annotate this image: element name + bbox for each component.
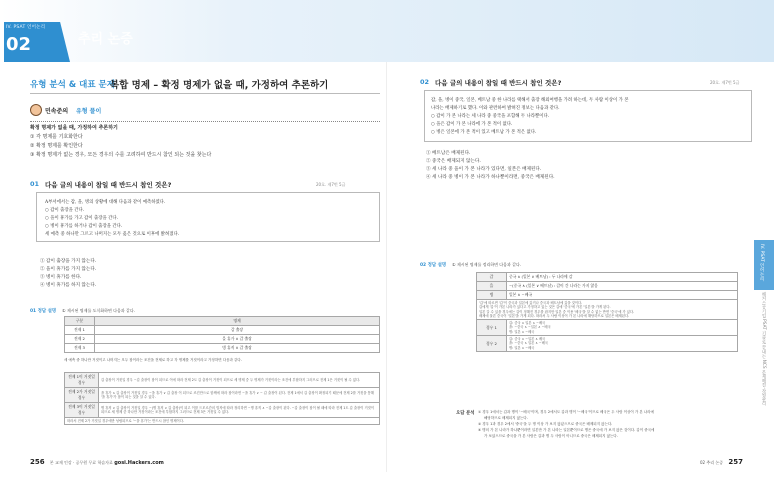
case-line: 병: 일본 ∧ ~베국 bbox=[509, 345, 535, 350]
chapter-tag: IV. PSAT 언어논리 bbox=[6, 25, 46, 30]
table-cell: 일본 ∧ ~베국 bbox=[507, 291, 738, 300]
footer-left bbox=[30, 458, 164, 466]
table-cell: 중국 ∧ (일본 ∨ 베트남) : 두 나라에 감 bbox=[507, 273, 738, 282]
table-cell: 갑 bbox=[477, 273, 507, 282]
case-line: 갑: 중국 ∧ ~일본 ∧ 베국 bbox=[509, 337, 546, 342]
footer-chapter: 02 추리 논증 bbox=[700, 460, 724, 465]
answer-option[interactable]: ① 갑이 출장을 가지 않는다. bbox=[40, 259, 97, 264]
passage-line: ○ 을은 갑이 가 본 나라에 가 본 적이 없다. bbox=[431, 122, 513, 127]
answer-option[interactable]: ③ 병이 휴가를 한다. bbox=[40, 275, 82, 280]
passage-line: ○ 을이 휴가를 가고 갑이 출장을 간다. bbox=[45, 216, 118, 221]
answer-option[interactable]: ③ 세 나라 중 을이 가 본 나라가 있다면, 일본은 배제된다. bbox=[426, 167, 542, 172]
book-title-strip: 해커스공기업 PSAT 기출로 끝내는 NCS 문제해결·자원관리 bbox=[761, 292, 766, 406]
table-cell: 전제 1이 거짓일 경우 bbox=[65, 373, 99, 388]
side-tab-label: IV. PSAT 언어논리 bbox=[759, 244, 764, 282]
table-cell: 경우 1 bbox=[477, 320, 507, 336]
table-cell: 경우 2 bbox=[477, 336, 507, 352]
answer-note: ① 제시된 명제를 정리하면 다음과 같다. bbox=[452, 262, 522, 267]
passage-line: ○ 병이 휴가를 하거나 갑이 출장을 간다. bbox=[45, 224, 123, 229]
table-header: 명제 bbox=[95, 317, 380, 326]
case-table bbox=[64, 372, 380, 425]
table-cell: 병 bbox=[477, 291, 507, 300]
question-text: 다음 글의 내용이 참일 때 반드시 참인 것은? bbox=[435, 79, 562, 87]
table-cell: 갑 출장 bbox=[95, 326, 380, 335]
case-line: 을: ~중국 ∧ ~일본 ∧ ~베국 bbox=[509, 325, 551, 330]
table-cell: 전제 3 bbox=[65, 344, 95, 353]
tip-author: 민속준의 bbox=[45, 108, 69, 115]
tip-heading: 유형 풀이 bbox=[76, 108, 102, 115]
statement-table bbox=[476, 272, 738, 352]
answer-label: 01 정답 설명 bbox=[30, 309, 57, 314]
chapter-number: 02 bbox=[6, 34, 32, 55]
wrong-analysis-line: ① 경우 1에서는 갑과 병이 '~베국'이며, 경우 2에서도 갑과 병이 '~베국'이므로 베국은 두 사람 이상이 가 본 나라에 bbox=[478, 410, 654, 414]
passage-box bbox=[36, 192, 380, 242]
page-fold bbox=[386, 62, 387, 472]
explanation-line: 배제에 물론 중국이 '일본'을 가게 되다. 따라서 두 사람 이상이 가 본 나라에 해당하므로 일본은 배제된다. bbox=[479, 313, 630, 318]
wrong-analysis-line: ② 경우 1과 경우 2에서 '중국'을 두 명 이상 가 보지 않았으므로 중국은 배제되지 않는다. bbox=[478, 422, 613, 426]
table-cell bbox=[507, 320, 738, 336]
table-cell: 전제 2가 거짓일 경우 bbox=[65, 388, 99, 403]
divider bbox=[30, 121, 380, 122]
table-cell: ~(중국 ∧ (일본 ∨ 베트남) : 갑이 간 나라는 가지 않음 bbox=[507, 282, 738, 291]
footer-right bbox=[700, 458, 743, 466]
page-number: 256 bbox=[30, 458, 45, 466]
explanation-line: 갑에게 '갑'이 가본 나라가 있다고 가정하고 있는 것은 갑에 '중국'에 가본 '일본'을 가게 된다. bbox=[479, 305, 611, 310]
footer-brand-link[interactable]: gosi.Hackers.com bbox=[114, 460, 164, 466]
explanation-line: 일본 갈 수 있을 경우에는 갑이 정해진 경우를 잡지만 일본 중 이용 '베국'을 알 수 없는 반면 '중국'에 가 있다. bbox=[479, 309, 635, 314]
table-cell: 따라서 전제 2가 거짓일 경우에만 성립되므로 '~을 휴가'는 반드시 참인 명제이다. bbox=[65, 418, 380, 425]
tip-line: 확정 명제가 없을 때, 가정하여 추론하기 bbox=[30, 125, 118, 131]
wrong-analysis-line: 가 보았으므로 중국을 가 본 사람은 갑과 병 두 사람이 아니므로 중국은 배제되지 않는다. bbox=[484, 434, 618, 438]
question-source: 20호. 제7번 5급 bbox=[316, 182, 346, 187]
table-cell: 을 휴가 ∧ 갑 출장 bbox=[95, 335, 380, 344]
section-header bbox=[30, 78, 380, 94]
table-cell: 전제 1 bbox=[65, 326, 95, 335]
explanation-text: 세 예측 중 하나만 거짓이고 나머지는 모두 참이라는 조건을 전제로 하고 각 명제를 거짓이라고 가정하면 다음과 같다. bbox=[64, 358, 242, 362]
question-number: 02 bbox=[420, 78, 430, 86]
table-header: 구분 bbox=[65, 317, 95, 326]
answer-option[interactable]: ② 중국은 배제되지 않는다. bbox=[426, 159, 481, 164]
answer-option[interactable]: ④ 세 나라 중 병이 가 본 나라가 하나뿐이라면, 중국은 배제된다. bbox=[426, 175, 555, 180]
answer-option[interactable]: ④ 병이 휴가를 하지 않는다. bbox=[40, 283, 97, 288]
wrong-analysis-label: 오답 분석 bbox=[456, 411, 475, 416]
section-title: 복합 명제 – 확정 명제가 없을 때, 가정하여 추론하기 bbox=[110, 80, 329, 91]
tip-line: ① 각 명제를 기호화한다 bbox=[30, 134, 83, 140]
tip-line: ② 확정 명제를 확인한다 bbox=[30, 143, 83, 149]
section-tag: 유형 분석 & 대표 문제 bbox=[30, 80, 115, 90]
table-cell: 을 휴가 ∧ 갑 출장이 거짓일 경우 ~을 휴가 ∨ 갑 출장 이 되므로 조건만으로 함께에 따라 참이라면 ~을 휴가 ∨ ~ 갑 출장이 된다. 전제 1에서 갑 출장이 확정되기 때문에 전제 2를 거짓을 통해 '을 휴가'가 참이 되는 것을 알 수 있다. bbox=[99, 388, 380, 403]
explanation-line: '갑'에 따르면 '갑'이 중국과 일본에 갔거나 중국과 베트남에 갔을 것이다. bbox=[479, 301, 583, 305]
wrong-analysis-line: ④ 병의 가 본 나라가 하나뿐이라면 일본만 가 본 나라는 일본뿐이므로 병은 중국에 가 보지 않은 것이다. 갑이 중국에 bbox=[478, 428, 655, 432]
answer-label: 02 정답 설명 bbox=[420, 263, 447, 268]
passage-line: 갑, 을, 병이 중국, 일본, 베트남 중 한 나라를 택해서 출장 해외여행을 가려 하는데, 두 사람 이상이 가 본 bbox=[431, 98, 629, 103]
passage-line: ○ 갑이 출장을 간다. bbox=[45, 208, 85, 213]
table-cell: 병 휴직 ∨ 갑 출장이 거짓일 경우 ~(병 휴직 ∨ 갑 출장)이 되고 이를 드모르간의 법칙에 따라 정리하면 ~병 휴직 ∧ ~갑 출장이 된다. ~갑 출장이 참이 될 때에 따라 전제 1도 갑 출장이 거짓이 되므로 세 명제 중 하나만 거짓이라는 조건에 부합하지 그러므로 전제 3은 거짓일 수 없다. bbox=[99, 403, 380, 418]
passage-line: ○ 병은 일본에 가 본 적이 있고 베트남 가 본 적은 없다. bbox=[431, 130, 537, 135]
footer-text: 본 교재 인강 · 공무원 무료 학습자료 bbox=[49, 460, 113, 465]
premise-table bbox=[64, 316, 380, 353]
case-line: 병: 일본 ∧ ~베국 bbox=[509, 329, 535, 334]
table-cell: 병 휴직 ∨ 갑 출장 bbox=[95, 344, 380, 353]
passage-line: ○ 갑이 가 본 나라는 세 나라 중 중국을 포함해 두 나라뿐이다. bbox=[431, 114, 550, 119]
answer-note: ① 제시된 명제를 도식화하면 다음과 같다. bbox=[62, 308, 136, 313]
answer-option[interactable]: ① 베트남은 배제된다. bbox=[426, 151, 471, 156]
case-line: 을: ~중국 ∧ 일본 ∧ ~베국 bbox=[509, 341, 548, 346]
tip-line: ③ 확정 명제가 없는 경우, 모든 경우의 수를 고려하여 반드시 참인 되는 것을 찾는다 bbox=[30, 152, 212, 158]
question-number: 01 bbox=[30, 180, 40, 188]
question-text: 다음 글의 내용이 참일 때 반드시 참인 것은? bbox=[45, 181, 172, 189]
case-line: 갑: 중국 ∧ 일본 ∧ ~베국 bbox=[509, 321, 546, 326]
table-cell: 전제 2 bbox=[65, 335, 95, 344]
passage-line: 나라는 배제하기로 했다. 이와 관련하여 밝혀진 정보는 다음과 같다. bbox=[431, 106, 560, 111]
author-avatar-icon bbox=[30, 104, 42, 116]
passage-line: A부서에서는 갑, 을, 병의 상황에 대해 다음과 같이 예측하였다. bbox=[45, 200, 166, 205]
passage-box bbox=[424, 90, 752, 142]
question-source: 20호. 제7번 5급 bbox=[710, 80, 740, 85]
passage-line: 세 예측 중 하나만 그르고 나머지는 모두 옳은 것으로 이후에 밝혀졌다. bbox=[45, 232, 180, 237]
chapter-title: 추리 논증 bbox=[78, 32, 133, 47]
table-cell: 전제 3이 거짓일 경우 bbox=[65, 403, 99, 418]
table-cell: 갑 출장이 거짓일 경우 ~갑 출장이 참이 되므로 이에 따라 전제 2도 갑 출장이 거짓이 되므로 세 명제 중 두 명제가 거짓이라는 조건에 부합하지 그러므로 전제 1은 거짓이 될 수 없다. bbox=[99, 373, 380, 388]
chapter-side-tab[interactable] bbox=[754, 240, 774, 290]
table-cell: 을 bbox=[477, 282, 507, 291]
table-cell bbox=[477, 300, 738, 320]
answer-option[interactable]: ② 을이 휴가를 가지 않는다. bbox=[40, 267, 97, 272]
page-number: 257 bbox=[728, 458, 743, 466]
table-cell bbox=[507, 336, 738, 352]
wrong-analysis-line: 해당하므로 배제되지 않는다. bbox=[484, 416, 528, 420]
